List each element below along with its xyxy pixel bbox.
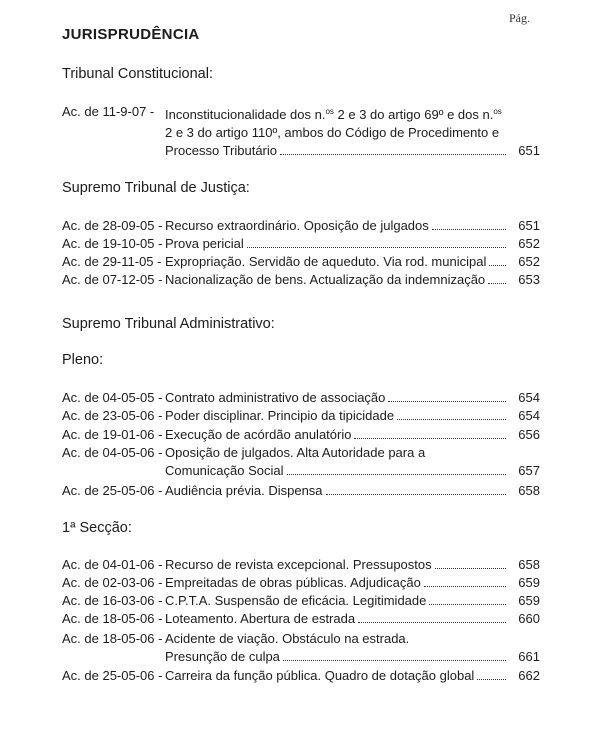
entry-ref: Ac. de 19-10-05 - <box>62 236 163 251</box>
entry-text: Contrato administrativo de associação <box>165 390 386 405</box>
entry-page-number: 653 <box>518 272 540 287</box>
entry-page-number: 652 <box>518 236 540 251</box>
entry-ref: Ac. de 19-01-06 - <box>62 427 163 442</box>
toc-entry <box>62 592 540 610</box>
page-title: JURISPRUDÊNCIA <box>62 26 200 43</box>
entry-text: Execução de acórdão anulatório <box>165 427 352 442</box>
entry-page-number: 654 <box>518 390 540 405</box>
toc-entry <box>62 482 540 500</box>
entry-page-number: 659 <box>518 593 540 608</box>
dot-leader <box>388 389 506 402</box>
entry-page-number: 659 <box>518 575 540 590</box>
entry-text: Inconstitucionalidade dos n.$^{os}$ 2 e 3 do artigo 69º e dos n.$^{os}$ <box>165 107 502 122</box>
entry-page-number: 660 <box>518 611 540 626</box>
dot-leader <box>435 556 506 569</box>
page-header-label: Pág. <box>509 11 530 25</box>
entry-text: Loteamento. Abertura de estrada <box>165 611 356 626</box>
entry-text: Nacionalização de bens. Actualização da indemnização <box>165 272 486 287</box>
entry-text-continued: Presunção de culpa <box>165 649 280 664</box>
entry-ref: Ac. de 29-11-05 - <box>62 254 162 269</box>
entry-text: Audiência prévia. Dispensa <box>165 483 323 498</box>
toc-entry <box>62 407 540 425</box>
entry-ref: Ac. de 07-12-05 - <box>62 272 163 287</box>
entry-ref: Ac. de 25-05-06 - <box>62 668 163 683</box>
toc-entry <box>62 235 540 253</box>
dot-leader <box>424 574 506 587</box>
toc-entry <box>62 253 540 271</box>
entry-text: Poder disciplinar. Principio da tipicidade <box>165 408 395 423</box>
entry-text: Prova pericial <box>165 236 244 251</box>
entry-text: Oposição de julgados. Alta Autoridade para a <box>165 445 426 460</box>
entry-page-number: 651 <box>518 143 540 158</box>
entry-ref: Ac. de 25-05-06 - <box>62 483 163 498</box>
entry-page-number: 661 <box>518 649 540 664</box>
toc-entry <box>62 667 540 685</box>
section-heading-tribunal-constitucional: Tribunal Constitucional: <box>62 66 213 82</box>
entry-text-continued: 2 e 3 do artigo 110º, ambos do Código de Procedimento e <box>165 125 500 140</box>
toc-entry <box>62 556 540 574</box>
entry-ref: Ac. de 04-05-05 - <box>62 390 163 405</box>
dot-leader <box>247 235 506 248</box>
entry-ref: Ac. de 18-05-06 - <box>62 631 163 646</box>
entry-text-continued: Comunicação Social <box>165 463 284 478</box>
toc-entry <box>62 610 540 628</box>
dot-leader <box>432 217 506 230</box>
dot-leader <box>489 253 506 266</box>
toc-entry <box>62 103 540 160</box>
section-heading-pleno: Pleno: <box>62 352 104 368</box>
entry-page-number: 654 <box>518 408 540 423</box>
entry-page-number: 651 <box>518 218 540 233</box>
entry-text: Recurso extraordinário. Oposição de julgados <box>165 218 429 233</box>
entry-page-number: 652 <box>518 254 540 269</box>
entry-ref: Ac. de 23-05-06 - <box>62 408 163 423</box>
toc-entry <box>62 271 540 289</box>
dot-leader <box>358 610 506 623</box>
dot-leader <box>280 142 506 155</box>
entry-ref: Ac. de 04-01-06 - <box>62 557 163 572</box>
entry-text-continued: Processo Tributário <box>165 143 277 158</box>
entry-text: C.P.T.A. Suspensão de eficácia. Legitimidade <box>165 593 427 608</box>
section-heading-1a-seccao: 1ª Secção: <box>62 520 132 536</box>
toc-entry <box>62 389 540 407</box>
entry-ref: Ac. de 16-03-06 - <box>62 593 163 608</box>
dot-leader <box>326 482 506 495</box>
section-heading-supremo-tribunal-justica: Supremo Tribunal de Justiça: <box>62 180 250 196</box>
toc-entry <box>62 217 540 235</box>
dot-leader <box>397 407 506 420</box>
entry-page-number: 658 <box>518 557 540 572</box>
entry-ref: Ac. de 02-03-06 - <box>62 575 163 590</box>
dot-leader <box>429 592 506 605</box>
entry-page-number: 658 <box>518 483 540 498</box>
entry-ref: Ac. de 18-05-06 - <box>62 611 163 626</box>
toc-entry <box>62 444 540 480</box>
entry-page-number: 662 <box>518 668 540 683</box>
dot-leader <box>477 667 506 680</box>
entry-ref: Ac. de 04-05-06 - <box>62 445 163 460</box>
dot-leader <box>354 426 506 439</box>
dot-leader <box>287 462 506 475</box>
dot-leader <box>488 271 506 284</box>
entry-text: Recurso de revista excepcional. Pressupostos <box>165 557 432 572</box>
entry-text: Carreira da função pública. Quadro de dotação global <box>165 668 475 683</box>
dot-leader <box>283 648 506 661</box>
entry-page-number: 656 <box>518 427 540 442</box>
toc-entry <box>62 574 540 592</box>
entry-page-number: 657 <box>518 463 540 478</box>
entry-ref: Ac. de 11-9-07 - <box>62 104 155 119</box>
toc-entry <box>62 426 540 444</box>
entry-text: Empreitadas de obras públicas. Adjudicação <box>165 575 421 590</box>
entry-ref: Ac. de 28-09-05 - <box>62 218 163 233</box>
toc-entry <box>62 630 540 666</box>
entry-text: Expropriação. Servidão de aqueduto. Via rod. municipal <box>165 254 487 269</box>
entry-text: Acidente de viação. Obstáculo na estrada. <box>165 631 410 646</box>
section-heading-supremo-tribunal-administrativo: Supremo Tribunal Administrativo: <box>62 316 275 332</box>
